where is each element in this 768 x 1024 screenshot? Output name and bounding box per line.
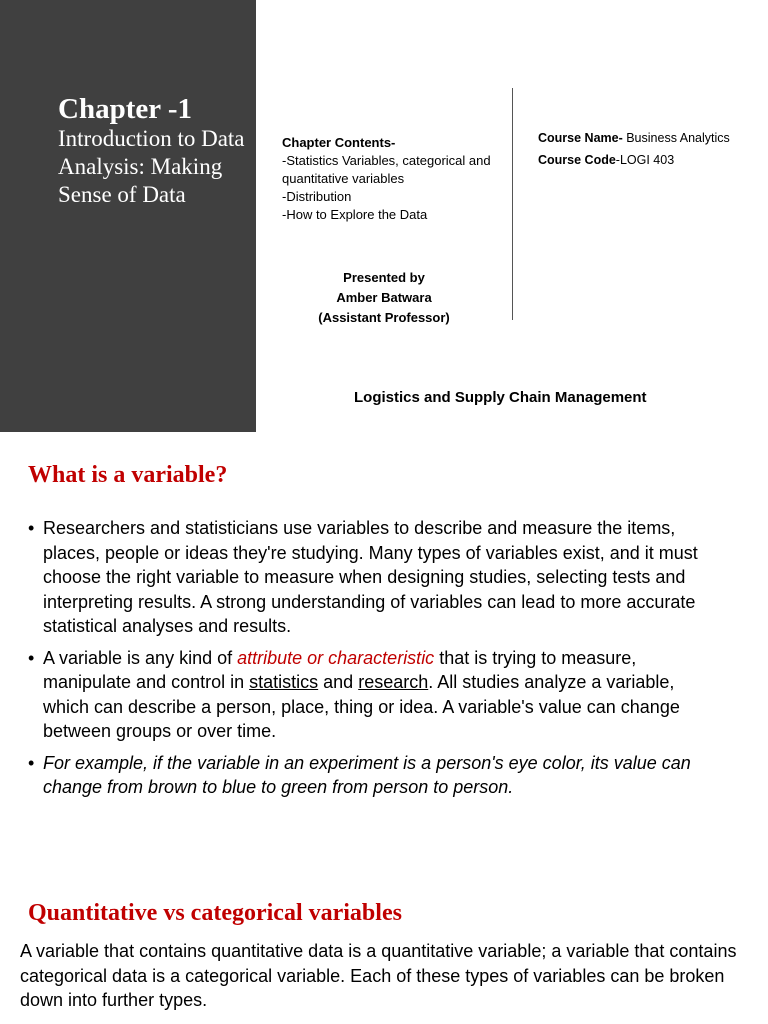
- bullet-text: that is trying to measure, manipulate and control in: [43, 647, 637, 692]
- department-name: Logistics and Supply Chain Management: [354, 389, 647, 406]
- chapter-subtitle: Introduction to Data Analysis: Making Sense of Data: [58, 126, 245, 207]
- presented-by-label: Presented by: [343, 270, 425, 285]
- highlight-text: attribute or characteristic: [237, 647, 435, 668]
- bullet-icon: •: [28, 752, 35, 773]
- title-slide: [0, 0, 768, 432]
- research-link[interactable]: research: [358, 672, 429, 692]
- bullet-text: and: [318, 672, 359, 692]
- list-item: [28, 516, 708, 639]
- list-item: [28, 646, 708, 744]
- title-panel: [0, 0, 256, 432]
- chapter-contents: [282, 134, 502, 224]
- vertical-divider: [512, 88, 513, 320]
- variable-slide: [0, 432, 768, 872]
- course-code-value: -LOGI 403: [615, 153, 675, 167]
- presenter-name: Amber Batwara: [336, 290, 432, 305]
- quant-cat-slide: [0, 872, 768, 1024]
- bullet-list: [28, 516, 708, 807]
- contents-item: -Distribution: [282, 189, 352, 204]
- course-code-label: Course Code: [538, 153, 616, 167]
- contents-item: -How to Explore the Data: [282, 207, 428, 222]
- course-name-label: Course Name-: [538, 131, 623, 145]
- bullet-text: . All studies analyze a variable, which can describe a person, place, thing or idea. A variable's value can change between groups or over time.: [43, 672, 680, 741]
- statistics-link[interactable]: statistics: [249, 672, 319, 692]
- list-item: [28, 751, 708, 800]
- bullet-text: A variable is any kind of: [43, 647, 238, 668]
- course-info: [538, 130, 738, 174]
- slide-heading: What is a variable?: [28, 462, 228, 488]
- chapter-title: Chapter -1: [58, 93, 192, 125]
- course-code-row: [538, 152, 738, 168]
- slide-body: A variable that contains quantitative data is a quantitative variable; a variable that contains categorical data is a categorical variable. Each of these types of variables can be broken down into further types.: [20, 941, 737, 1010]
- bullet-icon: •: [28, 647, 35, 668]
- course-name-row: [538, 130, 738, 146]
- bullet-icon: •: [28, 518, 35, 538]
- example-text: For example, if the variable in an experiment is a person's eye color, its value can change from brown to blue to green from person to person.: [43, 752, 691, 797]
- presenter-role: (Assistant Professor): [318, 310, 450, 325]
- course-name-value: Business Analytics: [622, 131, 730, 145]
- contents-heading: Chapter Contents-: [282, 135, 396, 150]
- slide-heading: Quantitative vs categorical variables: [28, 900, 402, 926]
- bullet-text: Researchers and statisticians use variables to describe and measure the items, places, people or ideas they're studying. Many types of variables exist, and it must choose the right variable to measure when designing studies, selecting tests and interpreting results. A strong understanding of variables can lead to more accurate statistical analyses and results.: [43, 518, 698, 636]
- contents-item: -Statistics Variables, categorical and quantitative variables: [282, 153, 491, 186]
- presenter-block: [300, 268, 468, 328]
